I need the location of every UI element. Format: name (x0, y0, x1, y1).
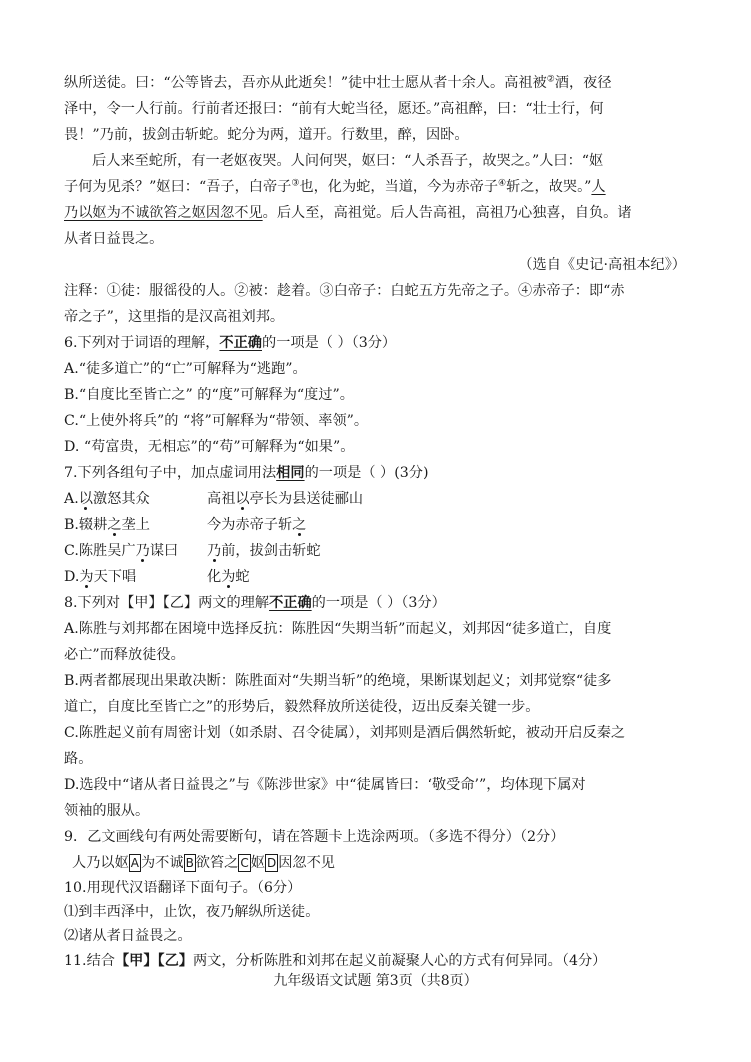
passage-line (64, 200, 696, 226)
dotted-word: 为 (79, 569, 94, 585)
option-right (207, 491, 363, 507)
text: 11.结合 (64, 953, 115, 969)
passage-line: 泽中，令一人行前。行前者还报曰：“前有大蛇当径，愿还。”高祖醉，曰：“壮士行，何 (64, 101, 604, 117)
text: 因忽不见 (278, 855, 335, 871)
text: 人乃以妪 (72, 855, 129, 871)
question-7-option-a (64, 486, 696, 512)
option-right (207, 543, 321, 559)
emphasis: 不正确 (219, 335, 262, 351)
question-8-option-b-cont: 道亡，自度比至皆亡之”的形势后，毅然释放所送徒役，迈出反秦关键一步。 (64, 699, 540, 715)
dotted-word: 乃 (135, 543, 150, 559)
passage-line: 从者日益畏之。 (64, 231, 164, 247)
option-right (207, 569, 250, 585)
question-7-option-b (64, 512, 696, 538)
text: 酒，夜径 (554, 75, 612, 91)
question-7-option-d (64, 564, 696, 590)
text: 为不诚 (140, 855, 184, 871)
question-8-option-c: C.陈胜起义前有周密计划（如杀尉、召令徒属），刘邦则是酒后偶然斩蛇，被动开启反秦之 (64, 725, 626, 741)
text: 纵所送徒。曰：“公等皆去，吾亦从此逝矣！”徒中壮士愿从者十余人。高祖被 (64, 75, 547, 91)
question-6-option-d: D. “苟富贵，无相忘”的“苟”可解释为“如果”。 (64, 439, 355, 455)
question-6-option-c: C.“上使外将兵”的 “将”可解释为“带领、率领”。 (64, 413, 369, 429)
text: 6.下列对于词语的理解， (64, 335, 220, 351)
passage-line: 后人来至蛇所，有一老妪夜哭。人问何哭，妪曰：“人杀吾子，故哭之。”人曰：“妪 (92, 153, 604, 169)
source-citation: （选自《史记·高祖本纪》） (518, 257, 686, 273)
option-right (207, 517, 306, 533)
text: 化 (207, 569, 222, 585)
text: 妪 (250, 855, 265, 871)
text: 8.下列对【甲】【乙】两文的理解 (64, 595, 270, 611)
option-left (64, 486, 207, 512)
text: 也，化为蛇，当道，今为赤帝子 (299, 179, 499, 195)
question-8-stem (64, 590, 696, 616)
text: D. (64, 569, 80, 585)
text: 垄上 (121, 517, 150, 533)
text: 斩之，故哭。” (506, 179, 592, 195)
exam-page (64, 70, 696, 974)
question-6-option-a: A.“徒多道亡”的“亡”可解释为“逃跑”。 (64, 361, 307, 377)
question-7-stem (64, 460, 696, 486)
break-option-d[interactable]: D (266, 856, 277, 870)
emphasis: 不正确 (269, 595, 312, 611)
footnote-marker: ③ (291, 178, 300, 189)
dotted-word: 以 (78, 491, 93, 507)
underlined-sentence: 人 (591, 179, 606, 195)
underlined-sentence: 乃以妪为不诚欲笞之妪因忽不见 (64, 205, 263, 221)
text: 欲笞之 (195, 855, 239, 871)
question-6-option-b: B.“自度比至皆亡之” 的“度”可解释为“度过”。 (64, 387, 354, 403)
break-option-b[interactable]: B (185, 856, 194, 870)
text: 高祖 (207, 491, 236, 507)
text: 7.下列各组句子中，加点虚词用法 (64, 465, 277, 481)
question-6-stem (64, 330, 696, 356)
page-footer: 九年级语文试题 第3页（共8页） (273, 973, 478, 989)
text: 天下唱 (93, 569, 137, 585)
footnote-marker: ④ (498, 178, 507, 189)
text: B.辍耕 (64, 517, 108, 533)
text: 前，拔剑击斩蛇 (221, 543, 321, 559)
option-left (64, 564, 207, 590)
text: 蛇 (235, 569, 250, 585)
question-10-stem: 10.用现代汉语翻译下面句子。（6分） (64, 880, 302, 896)
question-10-sentence-1: ⑴到丰西泽中，止饮，夜乃解纵所送徒。 (64, 904, 320, 920)
text: 今为赤帝子斩 (207, 517, 293, 533)
break-option-c[interactable]: C (240, 856, 249, 870)
annotation-line: 注释：①徒：服徭役的人。②被：趁着。③白帝子：白蛇五方先帝之子。④赤帝子：即“赤 (64, 283, 625, 299)
question-8-option-d-cont: 领袖的服从。 (64, 803, 150, 819)
emphasis: 相同 (276, 465, 305, 481)
text: 的一项是（ ）（3分） (262, 335, 397, 351)
text: 亭长为县送徒郦山 (249, 491, 364, 507)
dotted-word: 之 (107, 517, 122, 533)
question-7-option-c (64, 538, 696, 564)
annotation-line: 帝之子”，这里指的是汉高祖刘邦。 (64, 309, 285, 325)
option-left (64, 538, 207, 564)
question-9-sentence (64, 850, 696, 876)
break-option-a[interactable]: A (130, 856, 139, 870)
text: 。后人至，高祖觉。后人告高祖，高祖乃心独喜，自负。诸 (262, 205, 632, 221)
footnote-marker: ② (546, 74, 555, 85)
text: 的一项是（ ）（3分） (311, 595, 446, 611)
text: 子何为见杀？”妪曰：“吾子，白帝子 (64, 179, 292, 195)
question-8-option-a: A.陈胜与刘邦都在困境中选择反抗：陈胜因“失期当斩”而起义，刘邦因“徒多道亡，自度 (64, 621, 612, 637)
passage-line (64, 70, 696, 96)
dotted-word: 乃 (207, 543, 222, 559)
dotted-word: 以 (235, 491, 250, 507)
passage-line (64, 174, 696, 200)
question-8-option-b: B.两者都展现出果敢决断：陈胜面对“失期当斩”的绝境，果断谋划起义；刘邦觉察“徒多 (64, 673, 612, 689)
text: 的一项是（ ）(3分) (304, 465, 429, 481)
question-8-option-c-cont: 路。 (64, 751, 93, 767)
text: 两文，分析陈胜和刘邦在起义前凝聚人心的方式有何异同。（4分） (192, 953, 607, 969)
option-left (64, 512, 207, 538)
text: 谋曰 (149, 543, 179, 559)
question-10-sentence-2: ⑵诸从者日益畏之。 (64, 928, 192, 944)
question-8-option-a-cont: 必亡”而释放徒役。 (64, 647, 185, 663)
question-8-option-d: D.选段中“诸从者日益畏之”与《陈涉世家》中“徒属皆曰：‘敬受命’”，均体现下属对 (64, 777, 586, 793)
question-9-stem: 9．乙文画线句有两处需要断句，请在答题卡上选涂两项。（多选不得分）（2分） (64, 829, 565, 845)
emphasis: 【甲】【乙】 (114, 953, 193, 969)
text: 激怒其众 (92, 491, 150, 507)
passage-line: 畏！”乃前，拔剑击斩蛇。蛇分为两，道开。行数里，醉，因卧。 (64, 127, 469, 143)
dotted-word: 为 (221, 569, 236, 585)
dotted-word: 之 (292, 517, 307, 533)
text: C.陈胜吴广 (64, 543, 136, 559)
text: A. (64, 491, 79, 507)
